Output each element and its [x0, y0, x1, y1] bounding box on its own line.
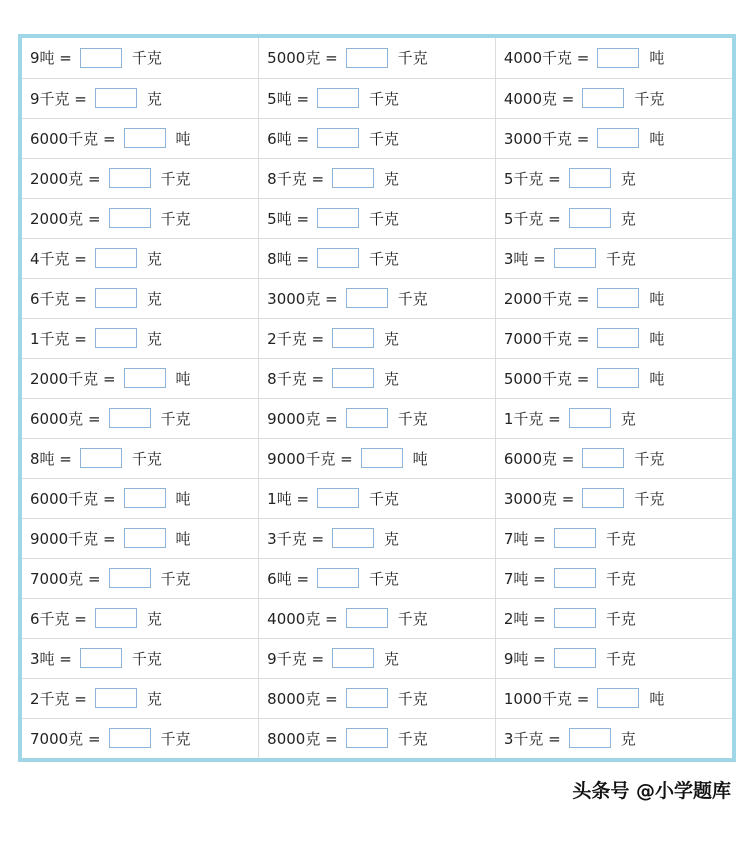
problem-expression: 8000克 =: [267, 729, 338, 748]
problem-expression: 5吨 =: [267, 89, 310, 108]
problem-cell: [259, 38, 496, 78]
problem-expression: 2000克 =: [30, 209, 101, 228]
problem-expression: 7吨 =: [503, 529, 546, 548]
answer-box[interactable]: [109, 208, 151, 228]
answer-box[interactable]: [80, 648, 122, 668]
problem-expression: 3千克 =: [267, 529, 325, 548]
problem-cell: [259, 398, 496, 438]
answer-unit: 千克: [605, 249, 636, 268]
answer-unit: 千克: [369, 209, 400, 228]
answer-box[interactable]: [346, 408, 388, 428]
problem-cell: [495, 438, 732, 478]
answer-box[interactable]: [124, 128, 166, 148]
footer-watermark: 头条号 @小学题库: [572, 780, 731, 802]
answer-unit: 千克: [397, 49, 428, 68]
answer-box[interactable]: [554, 608, 596, 628]
answer-unit: 千克: [369, 129, 400, 148]
problem-cell: [495, 318, 732, 358]
answer-unit: 克: [384, 169, 400, 188]
problem-expression: 8吨 =: [267, 249, 310, 268]
answer-box[interactable]: [332, 328, 374, 348]
answer-box[interactable]: [317, 208, 359, 228]
answer-unit: 吨: [175, 129, 191, 148]
answer-unit: 千克: [160, 209, 191, 228]
problem-expression: 6吨 =: [267, 129, 310, 148]
answer-unit: 克: [146, 249, 162, 268]
answer-unit: 千克: [369, 249, 400, 268]
answer-box[interactable]: [95, 88, 137, 108]
problem-cell: [259, 198, 496, 238]
problem-expression: 5000克 =: [267, 49, 338, 68]
answer-box[interactable]: [317, 88, 359, 108]
problem-cell: [22, 438, 259, 478]
problem-cell: [259, 358, 496, 398]
table-row: [22, 598, 732, 638]
table-row: [22, 118, 732, 158]
table-row: [22, 478, 732, 518]
answer-box[interactable]: [95, 248, 137, 268]
answer-unit: 吨: [649, 369, 665, 388]
problem-cell: [22, 558, 259, 598]
table-row: [22, 558, 732, 598]
problem-cell: [259, 158, 496, 198]
table-row: [22, 198, 732, 238]
problem-cell: [22, 118, 259, 158]
problem-cell: [259, 558, 496, 598]
table-row: [22, 358, 732, 398]
answer-unit: 千克: [397, 689, 428, 708]
answer-box[interactable]: [597, 48, 639, 68]
answer-unit: 千克: [634, 449, 665, 468]
problem-expression: 9000克 =: [267, 409, 338, 428]
answer-box[interactable]: [569, 168, 611, 188]
answer-unit: 千克: [160, 169, 191, 188]
answer-box[interactable]: [569, 728, 611, 748]
answer-box[interactable]: [346, 608, 388, 628]
problem-cell: [495, 278, 732, 318]
problem-cell: [495, 518, 732, 558]
problem-cell: [495, 238, 732, 278]
table-row: [22, 78, 732, 118]
answer-unit: 千克: [160, 729, 191, 748]
answer-unit: 千克: [605, 569, 636, 588]
problem-expression: 6000克 =: [503, 449, 575, 468]
answer-unit: 千克: [397, 729, 428, 748]
problem-expression: 3000克 =: [267, 289, 338, 308]
problem-expression: 9千克 =: [267, 649, 325, 668]
answer-unit: 吨: [412, 449, 428, 468]
problem-cell: [495, 678, 732, 718]
answer-box[interactable]: [109, 168, 151, 188]
problem-expression: 3000克 =: [503, 489, 575, 508]
answer-unit: 千克: [369, 489, 400, 508]
answer-unit: 克: [384, 649, 400, 668]
problem-cell: [495, 78, 732, 118]
answer-unit: 克: [620, 409, 636, 428]
table-row: [22, 438, 732, 478]
answer-unit: 吨: [649, 329, 665, 348]
answer-unit: 吨: [175, 489, 191, 508]
problem-expression: 2000千克 =: [30, 369, 116, 388]
answer-unit: 千克: [369, 569, 400, 588]
problem-cell: [259, 78, 496, 118]
problem-expression: 4000克 =: [503, 89, 575, 108]
answer-unit: 千克: [397, 609, 428, 628]
answer-unit: 千克: [397, 289, 428, 308]
answer-box[interactable]: [109, 568, 151, 588]
answer-box[interactable]: [361, 448, 403, 468]
answer-unit: 克: [384, 369, 400, 388]
answer-box[interactable]: [597, 368, 639, 388]
problem-cell: [495, 718, 732, 758]
problem-expression: 3000千克 =: [503, 129, 590, 148]
problem-cell: [22, 518, 259, 558]
answer-unit: 克: [384, 529, 400, 548]
table-row: [22, 518, 732, 558]
problem-expression: 9吨 =: [503, 649, 546, 668]
conversion-table: [22, 38, 732, 758]
problem-cell: [495, 478, 732, 518]
answer-box[interactable]: [582, 488, 624, 508]
problem-cell: [22, 238, 259, 278]
answer-unit: 千克: [160, 409, 191, 428]
problem-cell: [259, 118, 496, 158]
problem-expression: 8000克 =: [267, 689, 338, 708]
problem-cell: [259, 238, 496, 278]
answer-unit: 千克: [369, 89, 400, 108]
table-row: [22, 718, 732, 758]
problem-cell: [22, 478, 259, 518]
answer-box[interactable]: [124, 368, 166, 388]
answer-unit: 吨: [175, 369, 191, 388]
answer-box[interactable]: [317, 128, 359, 148]
problem-expression: 4千克 =: [30, 249, 87, 268]
answer-box[interactable]: [597, 688, 639, 708]
problem-expression: 1吨 =: [267, 489, 310, 508]
answer-unit: 克: [146, 689, 162, 708]
answer-box[interactable]: [554, 248, 596, 268]
answer-box[interactable]: [554, 568, 596, 588]
problem-expression: 6000千克 =: [30, 489, 116, 508]
answer-unit: 千克: [605, 609, 636, 628]
answer-box[interactable]: [109, 728, 151, 748]
problem-cell: [22, 38, 259, 78]
problem-cell: [495, 638, 732, 678]
answer-unit: 克: [146, 289, 162, 308]
answer-box[interactable]: [124, 528, 166, 548]
answer-box[interactable]: [346, 688, 388, 708]
answer-unit: 千克: [605, 649, 636, 668]
problem-cell: [495, 158, 732, 198]
problem-expression: 7000千克 =: [503, 329, 590, 348]
answer-box[interactable]: [109, 408, 151, 428]
problem-expression: 4000克 =: [267, 609, 338, 628]
problem-cell: [259, 518, 496, 558]
problem-cell: [22, 78, 259, 118]
problem-expression: 9吨 =: [30, 49, 72, 68]
answer-box[interactable]: [597, 128, 639, 148]
problem-expression: 6千克 =: [30, 289, 87, 308]
problem-cell: [22, 278, 259, 318]
problem-expression: 8千克 =: [267, 169, 325, 188]
problem-cell: [259, 438, 496, 478]
answer-box[interactable]: [332, 528, 374, 548]
answer-unit: 吨: [649, 689, 665, 708]
problem-cell: [22, 718, 259, 758]
problem-expression: 2吨 =: [503, 609, 546, 628]
problem-expression: 5000千克 =: [503, 369, 590, 388]
problem-expression: 8千克 =: [267, 369, 325, 388]
answer-unit: 克: [146, 609, 162, 628]
problem-cell: [22, 198, 259, 238]
problem-expression: 3千克 =: [503, 729, 561, 748]
problem-cell: [495, 398, 732, 438]
answer-unit: 克: [620, 209, 636, 228]
problem-expression: 5千克 =: [503, 209, 561, 228]
answer-box[interactable]: [80, 48, 122, 68]
problem-cell: [495, 198, 732, 238]
answer-unit: 吨: [649, 289, 665, 308]
problem-expression: 3吨 =: [503, 249, 546, 268]
table-row: [22, 238, 732, 278]
problem-cell: [22, 678, 259, 718]
answer-box[interactable]: [95, 608, 137, 628]
problem-cell: [259, 718, 496, 758]
problem-expression: 6吨 =: [267, 569, 310, 588]
problem-expression: 6千克 =: [30, 609, 87, 628]
answer-box[interactable]: [95, 288, 137, 308]
problem-expression: 6000千克 =: [30, 129, 116, 148]
problem-expression: 7吨 =: [503, 569, 546, 588]
problem-expression: 2000千克 =: [503, 289, 590, 308]
answer-box[interactable]: [317, 568, 359, 588]
table-row: [22, 398, 732, 438]
answer-box[interactable]: [124, 488, 166, 508]
problem-cell: [495, 598, 732, 638]
answer-unit: 千克: [160, 569, 191, 588]
answer-unit: 吨: [649, 129, 665, 148]
answer-unit: 千克: [605, 529, 636, 548]
worksheet: [18, 34, 736, 762]
answer-unit: 千克: [634, 89, 665, 108]
table-row: [22, 678, 732, 718]
problem-cell: [259, 638, 496, 678]
problem-expression: 7000克 =: [30, 729, 101, 748]
answer-box[interactable]: [346, 48, 388, 68]
problem-expression: 8吨 =: [30, 449, 72, 468]
answer-box[interactable]: [80, 448, 122, 468]
answer-box[interactable]: [554, 528, 596, 548]
problem-cell: [259, 478, 496, 518]
answer-unit: 千克: [131, 49, 162, 68]
answer-box[interactable]: [317, 488, 359, 508]
problem-expression: 1千克 =: [503, 409, 561, 428]
answer-box[interactable]: [582, 448, 624, 468]
problem-cell: [495, 118, 732, 158]
answer-box[interactable]: [554, 648, 596, 668]
problem-expression: 4000千克 =: [503, 49, 590, 68]
problem-cell: [259, 278, 496, 318]
problem-cell: [495, 358, 732, 398]
answer-unit: 吨: [649, 49, 665, 68]
problem-expression: 2千克 =: [267, 329, 325, 348]
problem-expression: 3吨 =: [30, 649, 72, 668]
answer-box[interactable]: [346, 728, 388, 748]
answer-box[interactable]: [597, 288, 639, 308]
answer-unit: 克: [146, 329, 162, 348]
problem-cell: [259, 598, 496, 638]
table-row: [22, 278, 732, 318]
answer-box[interactable]: [569, 408, 611, 428]
problem-expression: 1000千克 =: [503, 689, 590, 708]
problem-cell: [22, 398, 259, 438]
problem-expression: 9000千克 =: [30, 529, 116, 548]
answer-box[interactable]: [95, 328, 137, 348]
answer-unit: 克: [620, 729, 636, 748]
answer-unit: 千克: [131, 649, 162, 668]
problem-cell: [495, 38, 732, 78]
problem-cell: [22, 358, 259, 398]
problem-expression: 2千克 =: [30, 689, 87, 708]
problem-cell: [22, 598, 259, 638]
problem-cell: [259, 678, 496, 718]
problem-cell: [22, 318, 259, 358]
problem-cell: [259, 318, 496, 358]
answer-box[interactable]: [317, 248, 359, 268]
problem-expression: 6000克 =: [30, 409, 101, 428]
problem-cell: [22, 638, 259, 678]
problem-cell: [22, 158, 259, 198]
answer-unit: 千克: [131, 449, 162, 468]
answer-box[interactable]: [569, 208, 611, 228]
answer-unit: 克: [146, 89, 162, 108]
answer-unit: 千克: [397, 409, 428, 428]
problem-expression: 5吨 =: [267, 209, 310, 228]
table-row: [22, 638, 732, 678]
problem-cell: [495, 558, 732, 598]
answer-box[interactable]: [332, 368, 374, 388]
answer-unit: 克: [620, 169, 636, 188]
answer-unit: 吨: [175, 529, 191, 548]
answer-unit: 克: [384, 329, 400, 348]
answer-box[interactable]: [597, 328, 639, 348]
answer-box[interactable]: [346, 288, 388, 308]
answer-box[interactable]: [332, 648, 374, 668]
table-row: [22, 38, 732, 78]
problem-expression: 9000千克 =: [267, 449, 353, 468]
problem-expression: 1千克 =: [30, 329, 87, 348]
problem-expression: 2000克 =: [30, 169, 101, 188]
problem-expression: 7000克 =: [30, 569, 101, 588]
answer-box[interactable]: [332, 168, 374, 188]
table-row: [22, 318, 732, 358]
problem-expression: 9千克 =: [30, 89, 87, 108]
table-row: [22, 158, 732, 198]
answer-box[interactable]: [95, 688, 137, 708]
problem-expression: 5千克 =: [503, 169, 561, 188]
answer-unit: 千克: [634, 489, 665, 508]
answer-box[interactable]: [582, 88, 624, 108]
